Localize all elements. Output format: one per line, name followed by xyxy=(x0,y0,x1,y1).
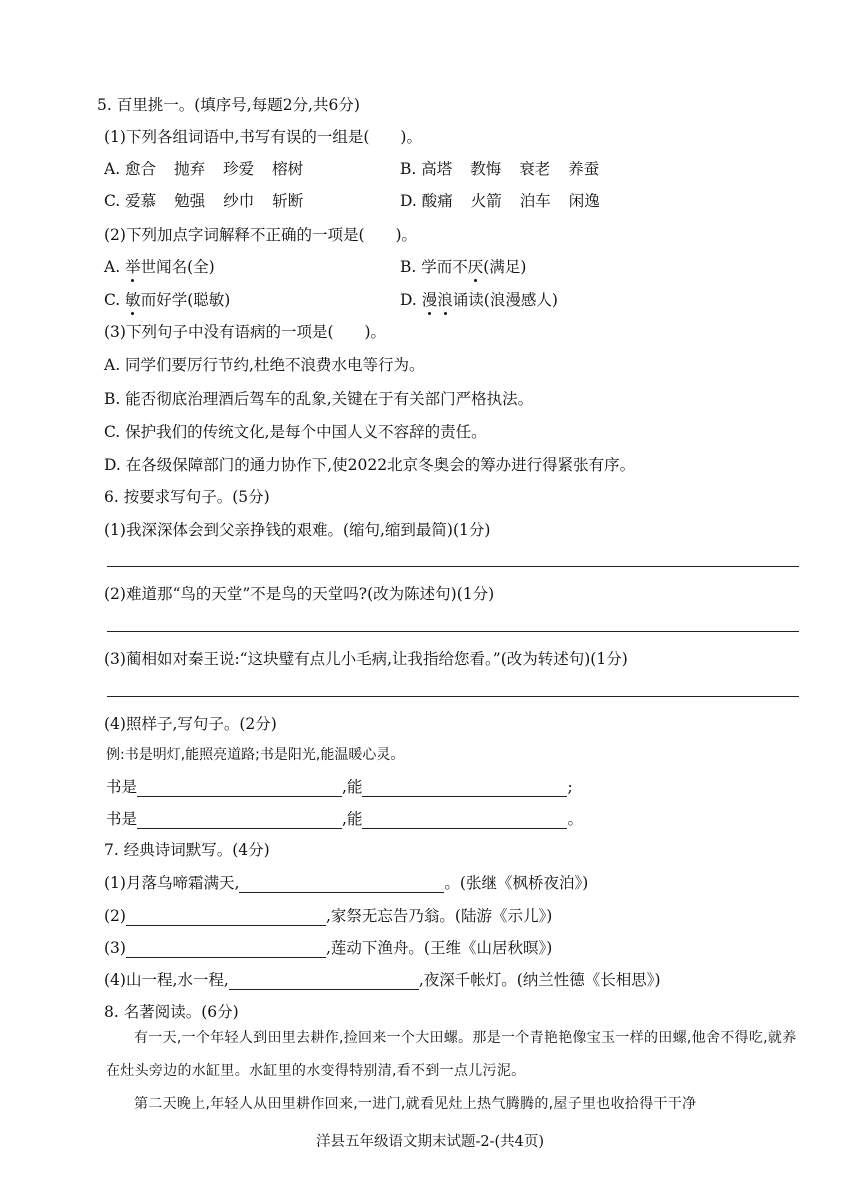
q5-sub2: (2)下列加点字词解释不正确的一项是( )。 xyxy=(104,226,418,244)
fill-blank[interactable] xyxy=(137,812,342,829)
q6-answer-line-2[interactable] xyxy=(107,631,799,632)
fill-blank[interactable] xyxy=(362,780,567,797)
q6-example: 例:书是明灯,能照亮道路;书是阳光,能温暖心灵。 xyxy=(106,747,405,763)
q6-sentence-1: (1)我深深体会到父亲挣钱的艰难。(缩句,缩到最简)(1分) xyxy=(104,521,491,539)
q8-passage-paragraph-2: 第二天晚上,年轻人从田里耕作回来,一进门,就看见灶上热气腾腾的,屋子里也收拾得干干净 xyxy=(134,1096,697,1112)
q5-sub1: (1)下列各组词语中,书写有误的一组是( )。 xyxy=(104,128,422,146)
q6-title: 6. 按要求写句子。(5分) xyxy=(104,488,270,506)
q5-sub3-option-b: B. 能否彻底治理酒后驾车的乱象,关键在于有关部门严格执法。 xyxy=(104,390,534,408)
q5-sub1-option-d: D. 酸痛 火箭 泊车 闲逸 xyxy=(400,192,600,210)
q7-line-4: (4)山一程,水一程, ,夜深千帐灯。(纳兰性德《长相思》) xyxy=(104,971,661,989)
fill-blank[interactable] xyxy=(362,812,567,829)
fill-blank[interactable] xyxy=(137,780,342,797)
q8-passage-paragraph-1: 有一天,一个年轻人到田里去耕作,捡回来一个大田螺。那是一个青艳艳像宝玉一样的田螺,他舍不得吃,就养在灶头旁边的水缸里。水缸里的水变得特别清,看不到一点儿污泥。 xyxy=(106,1030,797,1079)
q5-sub3: (3)下列句子中没有语病的一项是( )。 xyxy=(104,323,387,341)
q5-sub3-option-a: A. 同学们要厉行节约,杜绝不浪费水电等行为。 xyxy=(104,356,425,374)
q6-sentence-3: (3)蔺相如对秦王说:“这块璧有点儿小毛病,让我指给您看。”(改为转述句)(1分) xyxy=(104,650,628,668)
fill-blank[interactable] xyxy=(126,941,326,958)
page-footer: 洋县五年级语文期末试题-2-(共4页) xyxy=(315,1134,545,1150)
q6-sentence-2: (2)难道那“鸟的天堂”不是鸟的天堂吗?(改为陈述句)(1分) xyxy=(104,585,495,603)
q7-title: 7. 经典诗词默写。(4分) xyxy=(104,841,270,859)
q8-title: 8. 名著阅读。(6分) xyxy=(104,1003,239,1021)
q6-answer-line-1[interactable] xyxy=(107,566,799,567)
q5-title: 5. 百里挑一。(填序号,每题2分,共6分) xyxy=(97,96,360,114)
q5-sub2-option-a: A. 举世闻名(全) xyxy=(104,258,215,276)
q5-sub1-option-a: A. 愈合 抛弃 珍爱 榕树 xyxy=(104,160,304,178)
q6-sentence-4: (4)照样子,写句子。(2分) xyxy=(104,715,277,733)
q6-answer-line-3[interactable] xyxy=(107,696,799,697)
q7-line-3: (3) ,莲动下渔舟。(王维《山居秋暝》) xyxy=(104,939,553,957)
q7-line-2: (2) ,家祭无忘告乃翁。(陆游《示儿》) xyxy=(104,907,553,925)
q6-fill-row-1: 书是 ,能 ; xyxy=(106,778,573,796)
q5-sub2-option-b: B. 学而不厌(满足) xyxy=(400,258,527,276)
q6-fill-row-2: 书是 ,能 。 xyxy=(106,810,583,828)
fill-blank[interactable] xyxy=(126,909,326,926)
fill-blank[interactable] xyxy=(239,876,444,893)
q5-sub2-option-c: C. 敏而好学(聪敏) xyxy=(104,291,231,309)
q5-sub1-option-b: B. 高塔 教悔 衰老 养蚕 xyxy=(400,160,600,178)
q5-sub2-option-d: D. 漫浪诵读(浪漫感人) xyxy=(400,291,558,309)
q5-sub3-option-d: D. 在各级保障部门的通力协作下,使2022北京冬奥会的筹办进行得紧张有序。 xyxy=(104,456,636,474)
fill-blank[interactable] xyxy=(229,973,419,990)
q7-line-1: (1)月落乌啼霜满天, 。(张继《枫桥夜泊》) xyxy=(104,874,589,892)
q5-sub1-option-c: C. 爱慕 勉强 纱巾 斩断 xyxy=(104,192,304,210)
q5-sub3-option-c: C. 保护我们的传统文化,是每个中国人义不容辞的责任。 xyxy=(104,423,487,441)
